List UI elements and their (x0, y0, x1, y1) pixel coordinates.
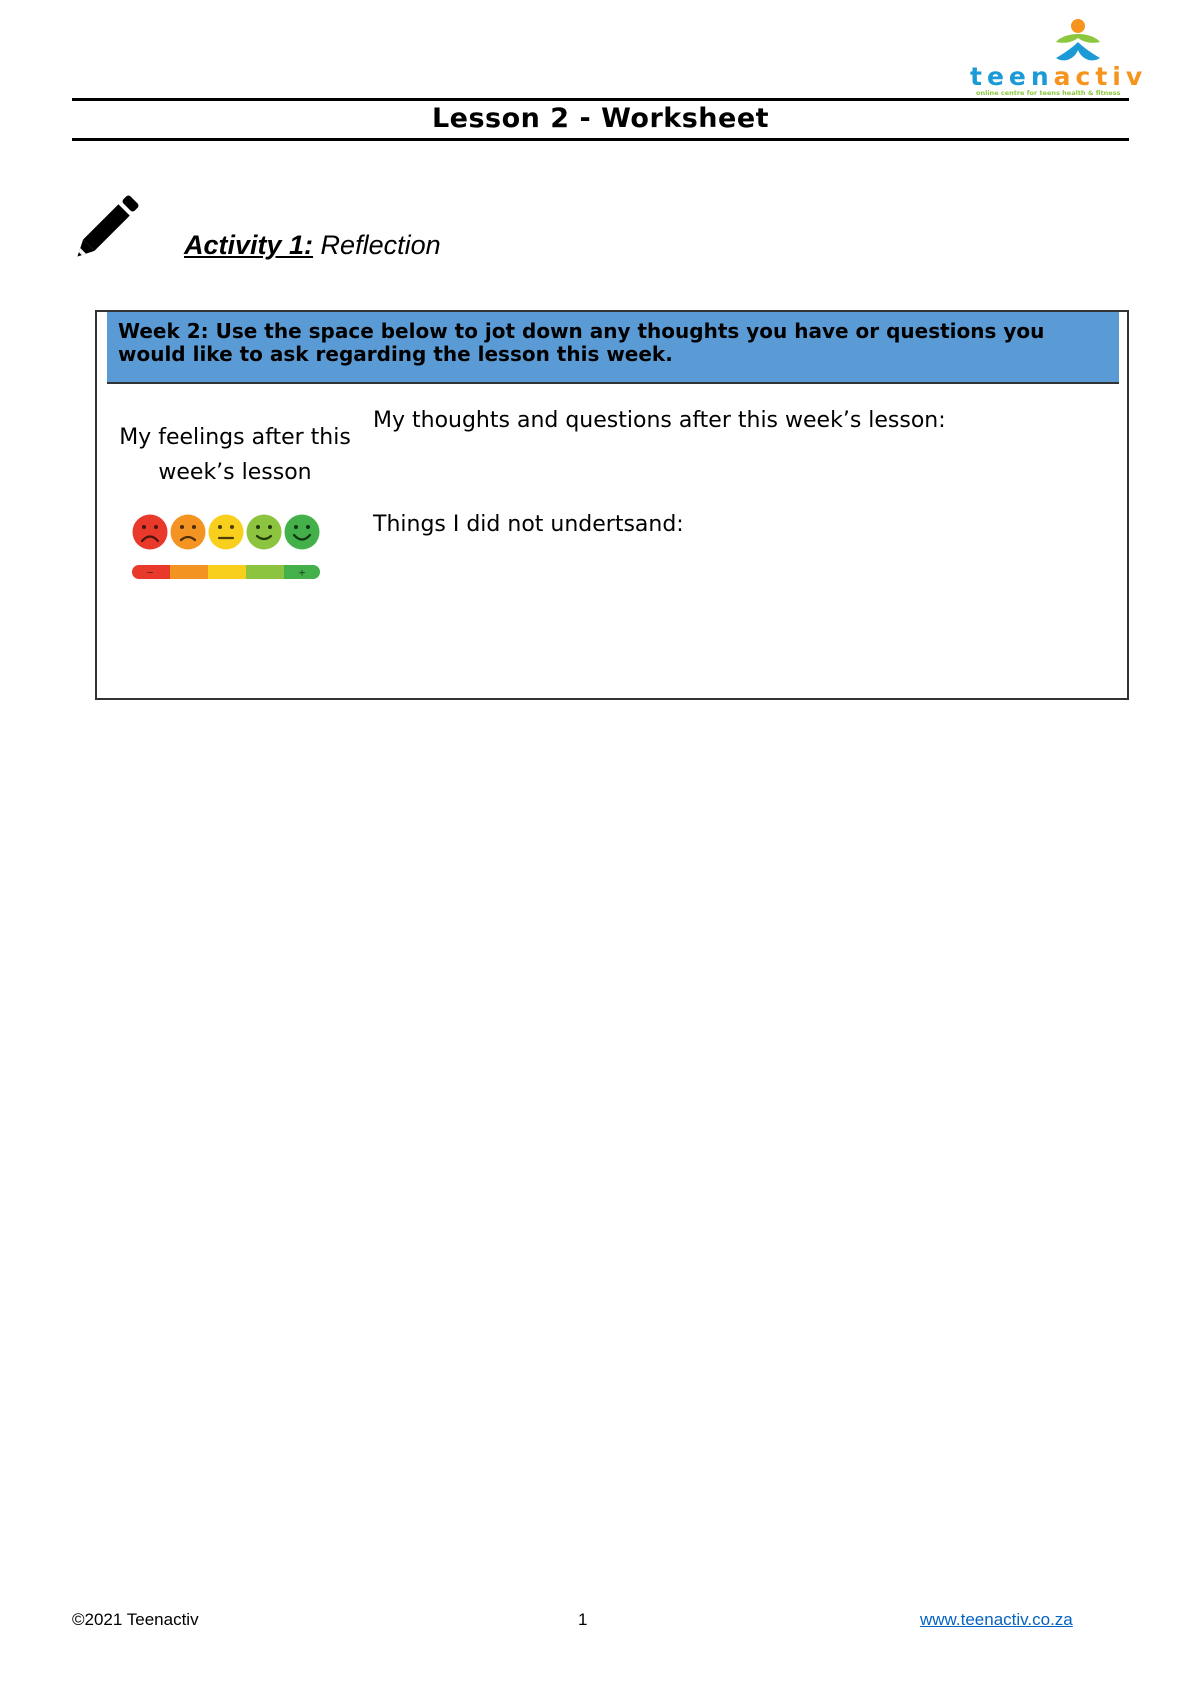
pencil-icon (72, 186, 148, 262)
very-sad-face-icon (133, 515, 168, 550)
mood-colour-bar (132, 565, 320, 579)
logo-tagline: online centre for teens health & fitness (976, 89, 1121, 97)
neutral-face-icon (209, 515, 244, 550)
sad-face-icon (171, 515, 206, 550)
activity-number: Activity 1: (184, 230, 314, 260)
reflection-box-header (107, 312, 1119, 384)
reflection-instruction: Week 2: Use the space below to jot down any thoughts you have or questions you would like to ask regarding the lesson this week. (118, 319, 1045, 366)
teenactiv-logo (968, 18, 1178, 100)
header-top-rule (72, 98, 1129, 101)
footer-website-link[interactable]: www.teenactiv.co.za (920, 1610, 1073, 1629)
thoughts-label: My thoughts and questions after this week’s lesson: (373, 408, 946, 433)
activity-heading (184, 229, 441, 261)
footer-copyright: ©2021 Teenactiv (72, 1610, 199, 1629)
reflection-box (95, 310, 1129, 700)
mood-bar-minus: − (146, 568, 154, 579)
happy-face-icon (247, 515, 282, 550)
feelings-label: My feelings after this week’s lesson (119, 425, 351, 485)
very-happy-face-icon (285, 515, 320, 550)
teenactiv-logo-mark-icon (1053, 18, 1103, 66)
footer-page-number: 1 (578, 1610, 588, 1629)
logo-wordmark: teenactiv (970, 62, 1148, 91)
activity-title: Reflection (313, 230, 441, 260)
mood-scale (131, 512, 321, 592)
mood-bar-plus: + (298, 568, 306, 579)
header-bottom-rule (72, 138, 1129, 141)
not-understood-label: Things I did not undertsand: (373, 512, 684, 537)
page-title: Lesson 2 - Worksheet (431, 103, 770, 134)
